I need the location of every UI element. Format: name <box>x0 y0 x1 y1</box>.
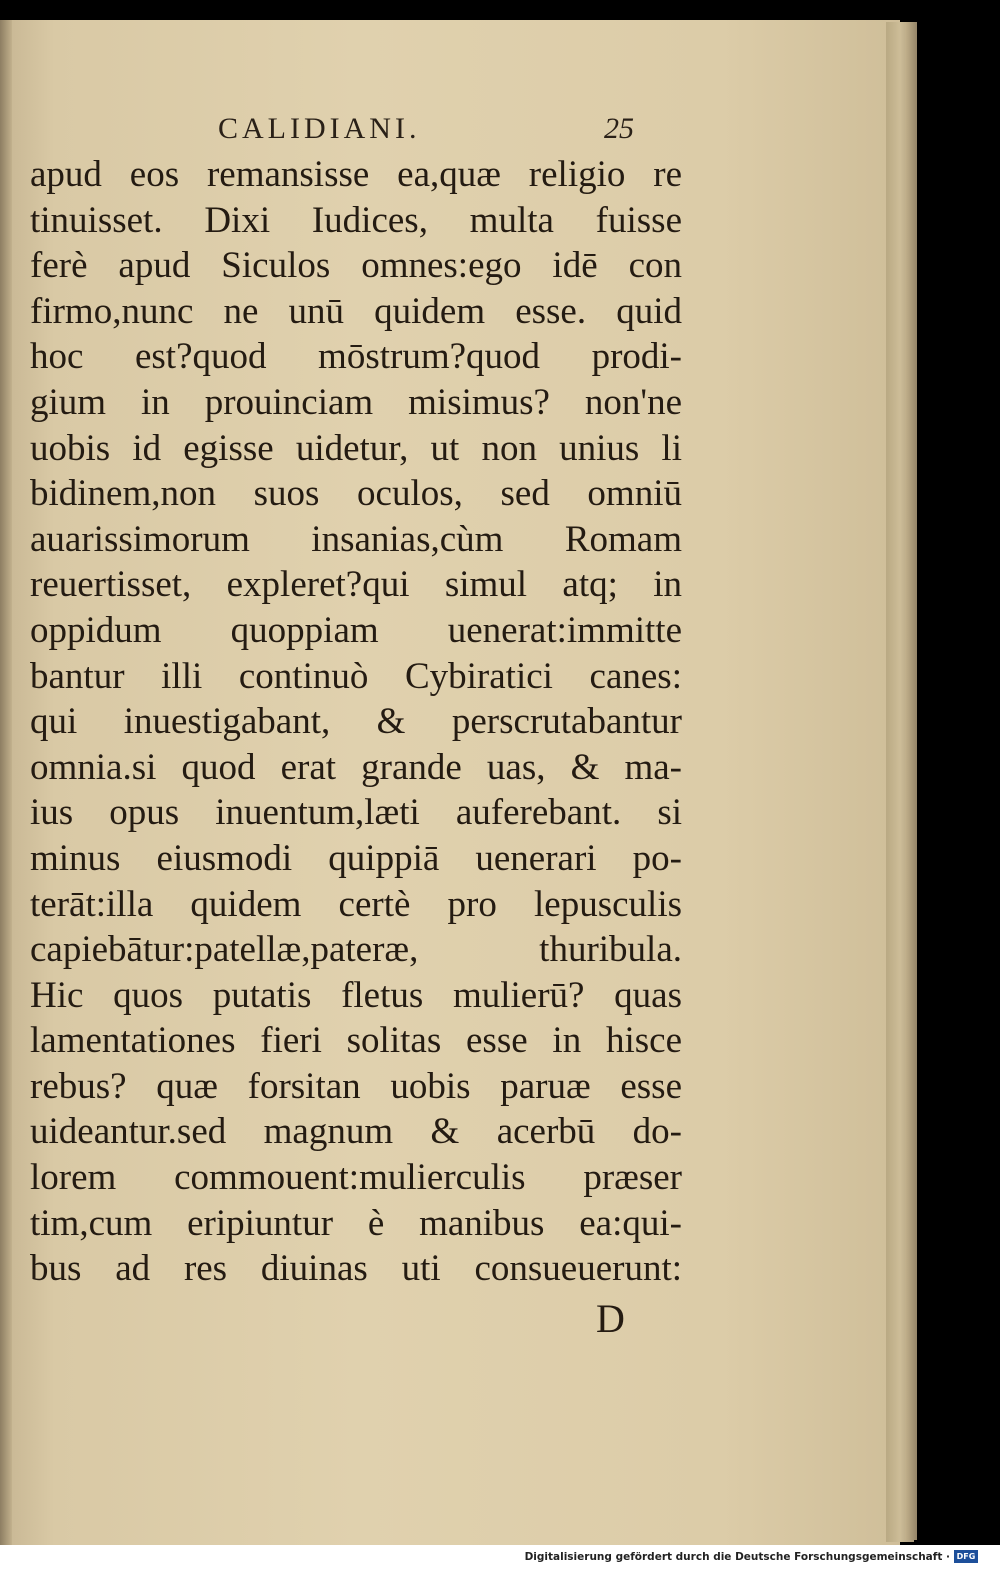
running-head: CALIDIANI. <box>218 112 421 145</box>
page-left-edge <box>0 20 12 1545</box>
text-line: capiebātur:patellæ,pateræ, thuribula. <box>30 929 682 971</box>
text-line: rebus? quæ forsitan uobis paruæ esse <box>30 1065 682 1107</box>
text-line: lamentationes fieri solitas esse in hisce <box>30 1020 682 1062</box>
text-line: bus ad res diuinas uti consueuerunt: <box>30 1248 682 1290</box>
text-line: lorem commouent:mulierculis præser <box>30 1157 682 1199</box>
text-line: ferè apud Siculos omnes:ego idē con <box>30 245 682 287</box>
text-line: reuertisset, expleret?qui simul atq; in <box>30 564 682 606</box>
text-line: uobis id egisse uidetur, ut non unius li <box>30 427 682 469</box>
text-line: tim,cum eripiuntur è manibus ea:qui- <box>30 1202 682 1244</box>
text-line: omnia.si quod erat grande uas, & ma- <box>30 746 682 788</box>
text-line: hoc est?quod mōstrum?quod prodi- <box>30 336 682 378</box>
text-line: firmo,nunc ne unū quidem esse. quid <box>30 290 682 332</box>
footer-credit: Digitalisierung gefördert durch die Deutsche Forschungsgemeinschaft · <box>524 1551 950 1563</box>
dfg-logo-icon: DFG <box>954 1550 978 1563</box>
page-number: 25 <box>604 112 634 145</box>
text-block <box>30 152 682 1292</box>
text-line: terāt:illa quidem certè pro lepusculis <box>30 883 682 925</box>
text-line: oppidum quoppiam uenerat:immitte <box>30 609 682 651</box>
text-line: minus eiusmodi quippiā uenerari po- <box>30 837 682 879</box>
text-line: uideantur.sed magnum & acerbū do- <box>30 1111 682 1153</box>
page-edge-shadow <box>905 22 917 1540</box>
text-line: bidinem,non suos oculos, sed omniū <box>30 473 682 515</box>
signature-mark: D <box>596 1296 625 1341</box>
text-line: bantur illi continuò Cybiratici canes: <box>30 655 682 697</box>
text-line: tinuisset. Dixi Iudices, multa fuisse <box>30 199 682 241</box>
text-line: qui inuestigabant, & perscrutabantur <box>30 701 682 743</box>
text-line: apud eos remansisse ea,quæ religio re <box>30 154 682 195</box>
text-line: auarissimorum insanias,cùm Romam <box>30 518 682 560</box>
text-line: gium in prouinciam misimus? non'ne <box>30 381 682 423</box>
text-line: ius opus inuentum,læti auferebant. si <box>30 792 682 834</box>
text-line: Hic quos putatis fletus mulierū? quas <box>30 974 682 1016</box>
